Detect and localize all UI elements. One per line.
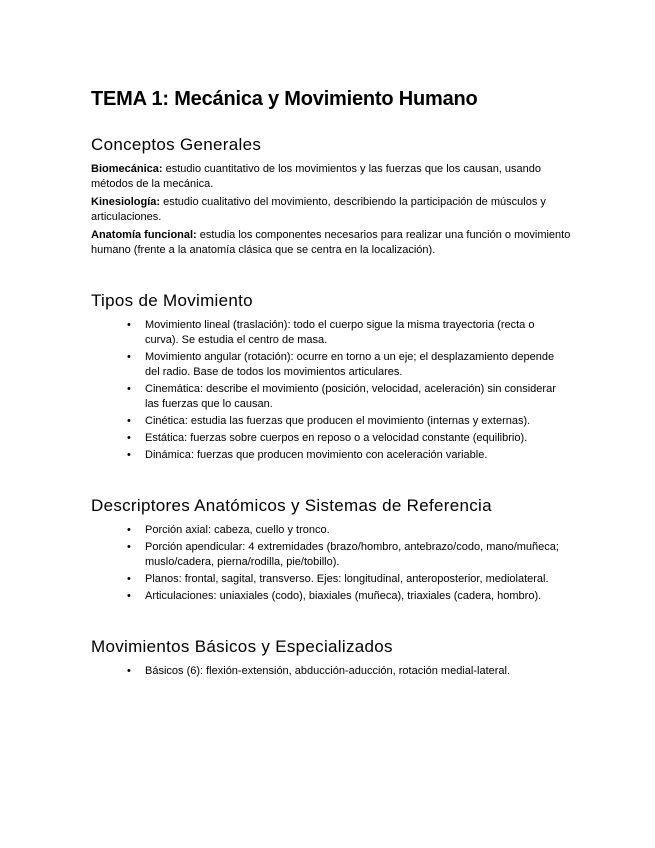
movimientos-list: [91, 664, 571, 679]
bullet-icon: •: [127, 541, 131, 553]
list-item-text: Cinemática: describe el movimiento (posición, velocidad, aceleración) sin considerar las fuerzas que lo causan.: [145, 383, 556, 410]
list-item: [127, 589, 571, 604]
list-item: [127, 664, 571, 679]
list-item: [127, 414, 571, 429]
definition-biomecanica: [91, 162, 571, 192]
list-item: [127, 448, 571, 463]
bullet-icon: •: [127, 351, 131, 363]
list-item: [127, 572, 571, 587]
list-item: [127, 431, 571, 446]
list-item-text: Porción axial: cabeza, cuello y tronco.: [145, 524, 330, 536]
bullet-icon: •: [127, 449, 131, 461]
list-item-text: Básicos (6): flexión-extensión, abducción-aducción, rotación medial-lateral.: [145, 665, 511, 677]
bullet-icon: •: [127, 415, 131, 427]
definition-anatomia-funcional: [91, 228, 571, 258]
bullet-icon: •: [127, 665, 131, 677]
document-title: TEMA 1: Mecánica y Movimiento Humano: [91, 88, 478, 110]
bullet-icon: •: [127, 319, 131, 331]
document-page: [91, 86, 571, 681]
definition-term: Anatomía funcional:: [91, 229, 197, 241]
definition-text: estudio cuantitativo de los movimientos y las fuerzas que los causan, usando métodos de la mecánica.: [91, 163, 542, 190]
list-item-text: Articulaciones: uniaxiales (codo), biaxiales (muñeca), triaxiales (cadera, hombro).: [145, 590, 542, 602]
list-item-text: Dinámica: fuerzas que producen movimiento con aceleración variable.: [145, 449, 488, 461]
list-item-text: Porción apendicular: 4 extremidades (brazo/hombro, antebrazo/codo, mano/muñeca; muslo/cadera, pierna/rodilla, pie/tobillo).: [145, 541, 559, 568]
section-heading-descriptores: Descriptores Anatómicos y Sistemas de Referencia: [91, 496, 492, 515]
list-item-text: Movimiento lineal (traslación): todo el cuerpo sigue la misma trayectoria (recta o curva). Se estudia el centro de masa.: [145, 319, 535, 346]
bullet-icon: •: [127, 590, 131, 602]
list-item: [127, 318, 571, 348]
bullet-icon: •: [127, 524, 131, 536]
definition-kinesiologia: [91, 195, 571, 225]
descriptores-list: [91, 523, 571, 604]
definition-term: Biomecánica:: [91, 163, 163, 175]
section-heading-tipos: Tipos de Movimiento: [91, 291, 253, 310]
bullet-icon: •: [127, 432, 131, 444]
tipos-list: [91, 318, 571, 463]
list-item: [127, 523, 571, 538]
definition-text: estudia los componentes necesarios para realizar una función o movimiento humano (frente a la anatomía clásica que se centra en la localización).: [91, 229, 571, 256]
bullet-icon: •: [127, 383, 131, 395]
list-item: [127, 350, 571, 380]
list-item: [127, 540, 571, 570]
definition-term: Kinesiología:: [91, 196, 161, 208]
definitions-list: [91, 162, 571, 258]
bullet-icon: •: [127, 573, 131, 585]
list-item-text: Cinética: estudia las fuerzas que producen el movimiento (internas y externas).: [145, 415, 531, 427]
section-heading-conceptos: Conceptos Generales: [91, 135, 262, 154]
list-item-text: Planos: frontal, sagital, transverso. Ejes: longitudinal, anteroposterior, mediolateral.: [145, 573, 549, 585]
list-item: [127, 382, 571, 412]
list-item-text: Estática: fuerzas sobre cuerpos en reposo o a velocidad constante (equilibrio).: [145, 432, 528, 444]
definition-text: estudio cualitativo del movimiento, describiendo la participación de músculos y articulaciones.: [91, 196, 546, 223]
list-item-text: Movimiento angular (rotación): ocurre en torno a un eje; el desplazamiento depende del radio. Base de todos los movimientos articulares.: [145, 351, 555, 378]
section-heading-movimientos: Movimientos Básicos y Especializados: [91, 637, 393, 656]
